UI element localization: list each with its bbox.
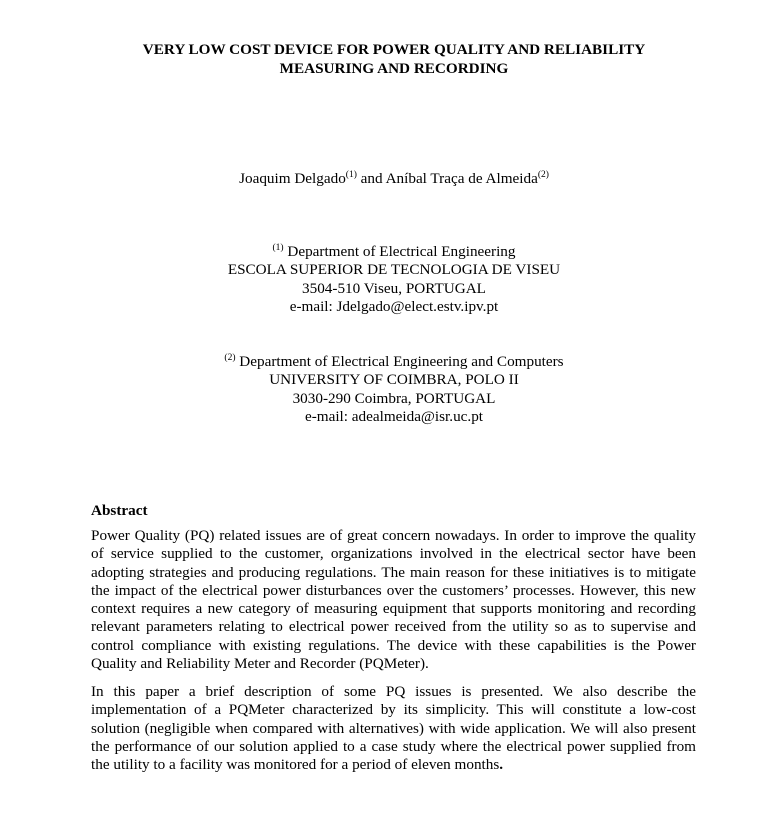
affiliation-block [0,243,760,316]
abstract-paragraph [91,683,696,774]
title-line-1: VERY LOW COST DEVICE FOR POWER QUALITY AND RELIABILITY [142,41,646,58]
affiliation-mark: (2) [224,353,236,363]
affiliation-department [0,243,760,261]
author-name: Joaquim Delgado [239,170,346,187]
author-conjunction: and [356,170,386,187]
affiliation-address: 3030-290 Coimbra, PORTUGAL [292,389,496,407]
paragraph-text: In this paper a brief description of some PQ issues is presented. We also describe the implementation of a PQMeter characterized by its simplicity. This will constitute a low-cost solution (negligible when compared with alternatives) with wide application. We will also present the performance of our solution applied to a case study where the electrical power supplied from the utility to a facility was monitored for a period of eleven months [91,683,696,774]
affiliation-block [0,353,760,426]
title-line-2: MEASURING AND RECORDING [279,60,509,77]
paragraph-final-period: . [499,756,504,774]
affiliation-institution: UNIVERSITY OF COIMBRA, POLO II [269,371,519,389]
affiliation-mark: (1) [345,170,357,180]
author-name: Aníbal Traça de Almeida [385,170,538,187]
department-text: Department of Electrical Engineering and Computers [235,353,564,370]
affiliation-institution: ESCOLA SUPERIOR DE TECNOLOGIA DE VISEU [227,261,561,279]
author-list [0,169,760,188]
affiliation-address: 3504-510 Viseu, PORTUGAL [302,279,486,297]
affiliation-mark: (1) [272,243,284,253]
affiliation-email: e-mail: adealmeida@isr.uc.pt [304,407,484,425]
abstract-paragraph: Power Quality (PQ) related issues are of great concern nowadays. In order to improve the quality of service supplied to the customer, organizations involved in the electrical sector have been adopting strategies and producing regulations. The main reason for these initiatives is to mitigate the impact of the electrical power disturbances over the customers’ processes. However, this new context requires a new category of measuring equipment that supports monitoring and recording relevant parameters relating to electrical power received from the utility so as to supervise and control compliance with existing regulations. The device with these capabilities is the Power Quality and Reliability Meter and Recorder (PQMeter). [91,527,696,673]
paper-title [0,40,760,78]
affiliation-mark: (2) [537,170,549,180]
department-text: Department of Electrical Engineering [283,243,516,260]
abstract-heading: Abstract [91,502,148,519]
affiliation-department [0,353,760,371]
affiliation-email: e-mail: Jdelgado@elect.estv.ipv.pt [289,297,499,315]
